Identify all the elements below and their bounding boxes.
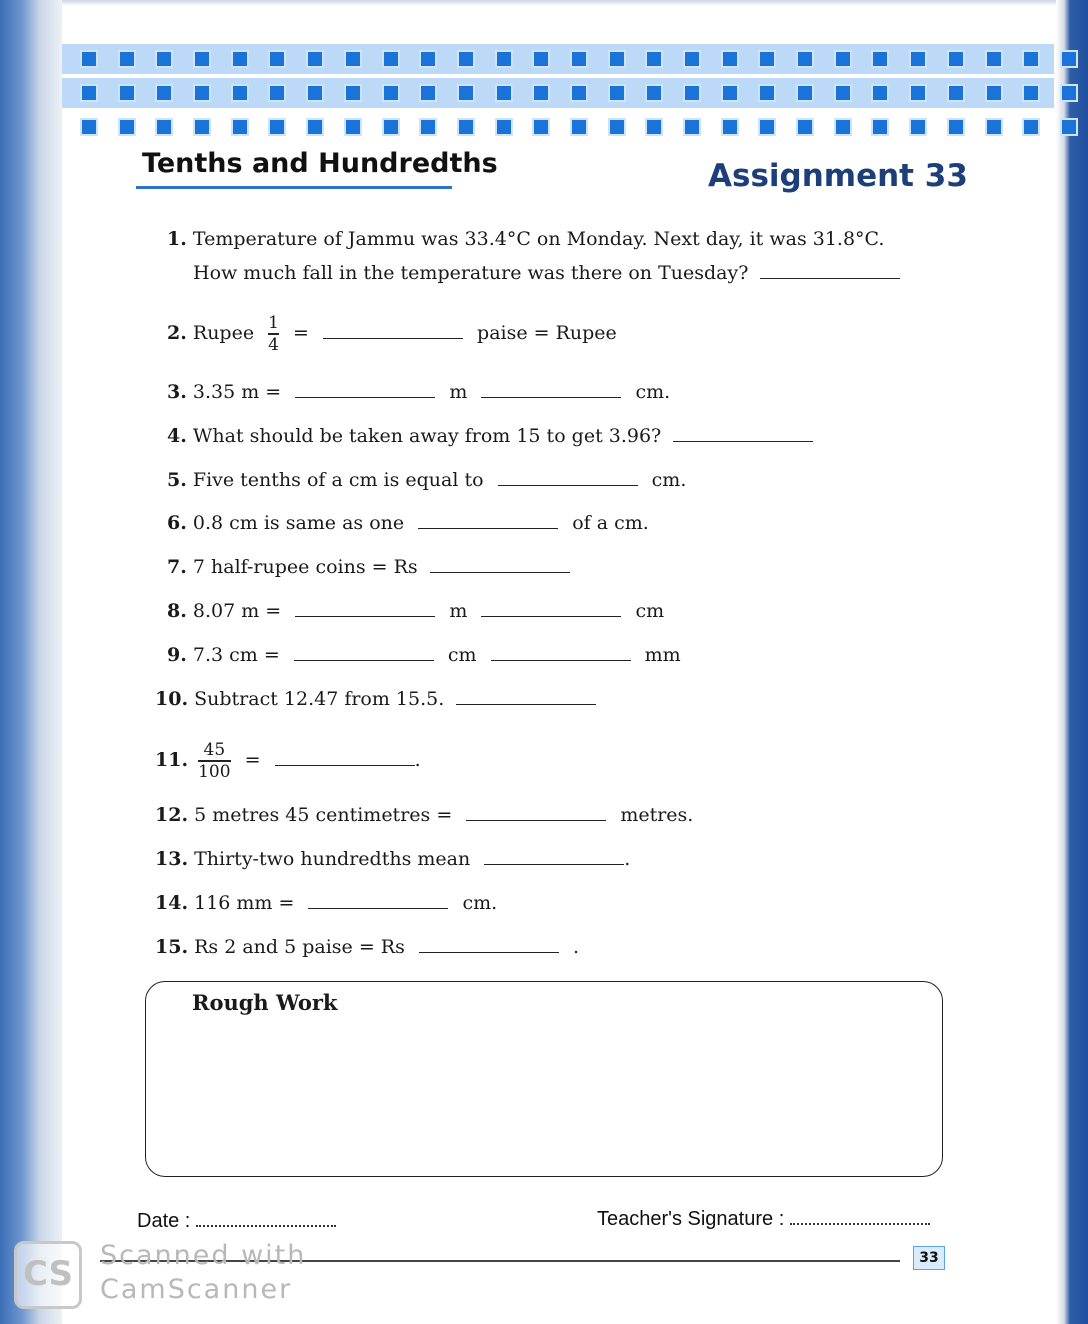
question-15 (155, 934, 579, 959)
question-text: Subtract 12.47 from 15.5. (194, 688, 445, 710)
pattern-tile (834, 84, 852, 102)
pattern-tile (721, 118, 739, 136)
question-12 (155, 802, 693, 827)
question-number: 1. (167, 228, 187, 250)
pattern-tile (1060, 84, 1078, 102)
answer-blank[interactable] (294, 642, 434, 661)
question-text: Rs 2 and 5 paise = Rs (194, 936, 405, 958)
pattern-tile (871, 50, 889, 68)
pattern-tile (947, 118, 965, 136)
watermark-line-2: CamScanner (100, 1274, 293, 1305)
answer-blank[interactable] (484, 846, 624, 865)
pattern-tile (382, 84, 400, 102)
signature-field (597, 1208, 930, 1231)
fraction (198, 740, 230, 782)
answer-blank[interactable] (419, 934, 559, 953)
answer-blank[interactable] (491, 642, 631, 661)
pattern-tile (1060, 118, 1078, 136)
pattern-tile (193, 118, 211, 136)
unit-label: cm (447, 644, 477, 666)
pattern-tile (306, 50, 324, 68)
question-text: Five tenths of a cm is equal to (192, 469, 484, 491)
pattern-tile (758, 50, 776, 68)
question-text: What should be taken away from 15 to get 3.96? (192, 425, 662, 447)
question-6 (167, 510, 649, 535)
pattern-tile (382, 50, 400, 68)
pattern-tile (306, 84, 324, 102)
pattern-tile (570, 118, 588, 136)
question-text: 5 metres 45 centimetres = (194, 804, 453, 826)
question-4 (167, 423, 813, 448)
page-number: 33 (913, 1246, 945, 1270)
pattern-tile (871, 118, 889, 136)
pattern-tile (909, 50, 927, 68)
pattern-tile (985, 84, 1003, 102)
unit-label: cm. (635, 381, 671, 403)
assignment-title: Assignment 33 (708, 158, 968, 194)
pattern-tile (721, 50, 739, 68)
pattern-tile (758, 118, 776, 136)
pattern-tile (344, 118, 362, 136)
question-text: How much fall in the temperature was there on Tuesday? (193, 262, 749, 284)
section-title: Tenths and Hundredths (142, 148, 498, 179)
question-2 (167, 308, 617, 358)
question-number: 7. (167, 556, 187, 578)
fraction-denominator: 4 (268, 334, 279, 355)
unit-label: m (449, 381, 468, 403)
pattern-tile (1060, 50, 1078, 68)
question-number: 4. (167, 425, 187, 447)
pattern-tile (419, 84, 437, 102)
period: . (414, 749, 421, 771)
pattern-row-3 (80, 118, 1088, 136)
question-9 (167, 642, 681, 667)
pattern-tile (608, 50, 626, 68)
pattern-tile (155, 50, 173, 68)
pattern-tile (532, 118, 550, 136)
pattern-tile (193, 84, 211, 102)
question-5 (167, 467, 686, 492)
pattern-tile (834, 118, 852, 136)
pattern-tile (758, 84, 776, 102)
signature-label: Teacher's Signature : (597, 1208, 785, 1230)
pattern-tile (344, 50, 362, 68)
pattern-tile (193, 50, 211, 68)
equals-sign: = (293, 322, 309, 344)
pattern-tile (231, 50, 249, 68)
pattern-tile (645, 84, 663, 102)
pattern-tile (1022, 118, 1040, 136)
page-edge-top (62, 0, 1056, 6)
question-1-line-2 (193, 260, 900, 285)
answer-blank[interactable] (456, 686, 596, 705)
pattern-tile (118, 50, 136, 68)
pattern-tile (608, 84, 626, 102)
pattern-tile (796, 50, 814, 68)
question-8 (167, 598, 664, 623)
unit-label: m (449, 600, 468, 622)
pattern-tile (306, 118, 324, 136)
question-text: 8.07 m = (192, 600, 282, 622)
pattern-tile (495, 50, 513, 68)
page-shadow-left (0, 0, 62, 1324)
pattern-tile (80, 50, 98, 68)
answer-blank[interactable] (295, 379, 435, 398)
pattern-tile (1022, 84, 1040, 102)
pattern-tile (834, 50, 852, 68)
answer-blank[interactable] (466, 802, 606, 821)
pattern-tile (683, 84, 701, 102)
question-text: of a cm. (572, 512, 649, 534)
pattern-tile (721, 84, 739, 102)
pattern-tile (419, 118, 437, 136)
pattern-tile (909, 118, 927, 136)
question-1 (167, 227, 884, 251)
pattern-tile (532, 84, 550, 102)
pattern-tile (457, 118, 475, 136)
pattern-tile (457, 50, 475, 68)
pattern-tile (155, 84, 173, 102)
pattern-tile (645, 118, 663, 136)
pattern-tile (155, 118, 173, 136)
pattern-tile (268, 50, 286, 68)
answer-blank[interactable] (275, 747, 415, 766)
date-label: Date : (137, 1210, 191, 1232)
pattern-tile (268, 118, 286, 136)
period: . (572, 936, 579, 958)
pattern-tile (645, 50, 663, 68)
pattern-tile (457, 84, 475, 102)
question-14 (155, 890, 497, 915)
answer-blank[interactable] (430, 554, 570, 573)
question-number: 8. (167, 600, 187, 622)
pattern-tile (947, 84, 965, 102)
pattern-tile (1022, 50, 1040, 68)
pattern-tile (570, 50, 588, 68)
pattern-tile (344, 84, 362, 102)
pattern-tile (532, 50, 550, 68)
equals-sign: = (244, 749, 261, 771)
answer-blank[interactable] (481, 598, 621, 617)
question-number: 11. (155, 749, 189, 771)
answer-blank[interactable] (295, 598, 435, 617)
fraction (268, 313, 279, 355)
unit-label: cm. (651, 469, 687, 491)
question-text: Temperature of Jammu was 33.4°C on Monday. Next day, it was 31.8°C. (192, 228, 885, 250)
rough-work-label: Rough Work (192, 990, 338, 1015)
signature-blank[interactable] (790, 1209, 930, 1225)
question-number: 9. (167, 644, 187, 666)
pattern-tile (947, 50, 965, 68)
question-text: 3.35 m = (192, 381, 282, 403)
pattern-tile (495, 84, 513, 102)
pattern-tile (683, 50, 701, 68)
pattern-tile (231, 118, 249, 136)
question-text: 0.8 cm is same as one (192, 512, 405, 534)
question-text: 7.3 cm = (192, 644, 280, 666)
pattern-row-1 (80, 50, 1088, 68)
question-number: 5. (167, 469, 187, 491)
question-3 (167, 379, 670, 404)
question-number: 10. (155, 688, 189, 710)
pattern-row-2 (80, 84, 1088, 102)
pattern-tile (570, 84, 588, 102)
date-blank[interactable] (196, 1211, 336, 1227)
question-10 (155, 686, 596, 711)
page-edge-right (1056, 0, 1088, 1324)
period: . (624, 848, 631, 870)
pattern-tile (495, 118, 513, 136)
pattern-tile (231, 84, 249, 102)
answer-blank[interactable] (418, 510, 558, 529)
answer-blank[interactable] (760, 260, 900, 279)
question-number: 2. (167, 322, 187, 344)
pattern-tile (419, 50, 437, 68)
unit-label: cm. (462, 892, 498, 914)
question-text: 7 half-rupee coins = Rs (192, 556, 418, 578)
pattern-tile (118, 84, 136, 102)
unit-label: metres. (620, 804, 694, 826)
pattern-tile (796, 118, 814, 136)
pattern-tile (683, 118, 701, 136)
fraction-numerator: 1 (268, 313, 279, 334)
question-number: 14. (155, 892, 189, 914)
unit-label: cm (635, 600, 665, 622)
pattern-tile (268, 84, 286, 102)
pattern-tile (796, 84, 814, 102)
pattern-tile (80, 84, 98, 102)
question-text: Thirty-two hundredths mean (194, 848, 471, 870)
answer-blank[interactable] (308, 890, 448, 909)
answer-blank[interactable] (323, 320, 463, 339)
watermark-line-1: Scanned with (100, 1240, 307, 1271)
question-13 (155, 846, 630, 871)
answer-blank[interactable] (498, 467, 638, 486)
question-number: 15. (155, 936, 189, 958)
pattern-tile (985, 50, 1003, 68)
camscanner-logo-icon: CS (14, 1241, 82, 1309)
question-text: 116 mm = (194, 892, 295, 914)
answer-blank[interactable] (481, 379, 621, 398)
pattern-tile (909, 84, 927, 102)
unit-label: mm (644, 644, 681, 666)
question-number: 13. (155, 848, 189, 870)
answer-blank[interactable] (673, 423, 813, 442)
pattern-tile (985, 118, 1003, 136)
fraction-numerator: 45 (203, 740, 226, 761)
fraction-denominator: 100 (198, 761, 231, 782)
question-11 (155, 734, 421, 786)
date-field (137, 1210, 336, 1233)
pattern-tile (80, 118, 98, 136)
question-number: 6. (167, 512, 187, 534)
pattern-tile (608, 118, 626, 136)
question-text: paise = Rupee (477, 322, 617, 344)
header-pattern (62, 44, 1054, 140)
pattern-tile (382, 118, 400, 136)
question-text: Rupee (192, 322, 255, 344)
pattern-tile (871, 84, 889, 102)
question-number: 12. (155, 804, 189, 826)
pattern-tile (118, 118, 136, 136)
question-7 (167, 554, 570, 579)
question-number: 3. (167, 381, 187, 403)
section-title-underline (136, 186, 452, 189)
